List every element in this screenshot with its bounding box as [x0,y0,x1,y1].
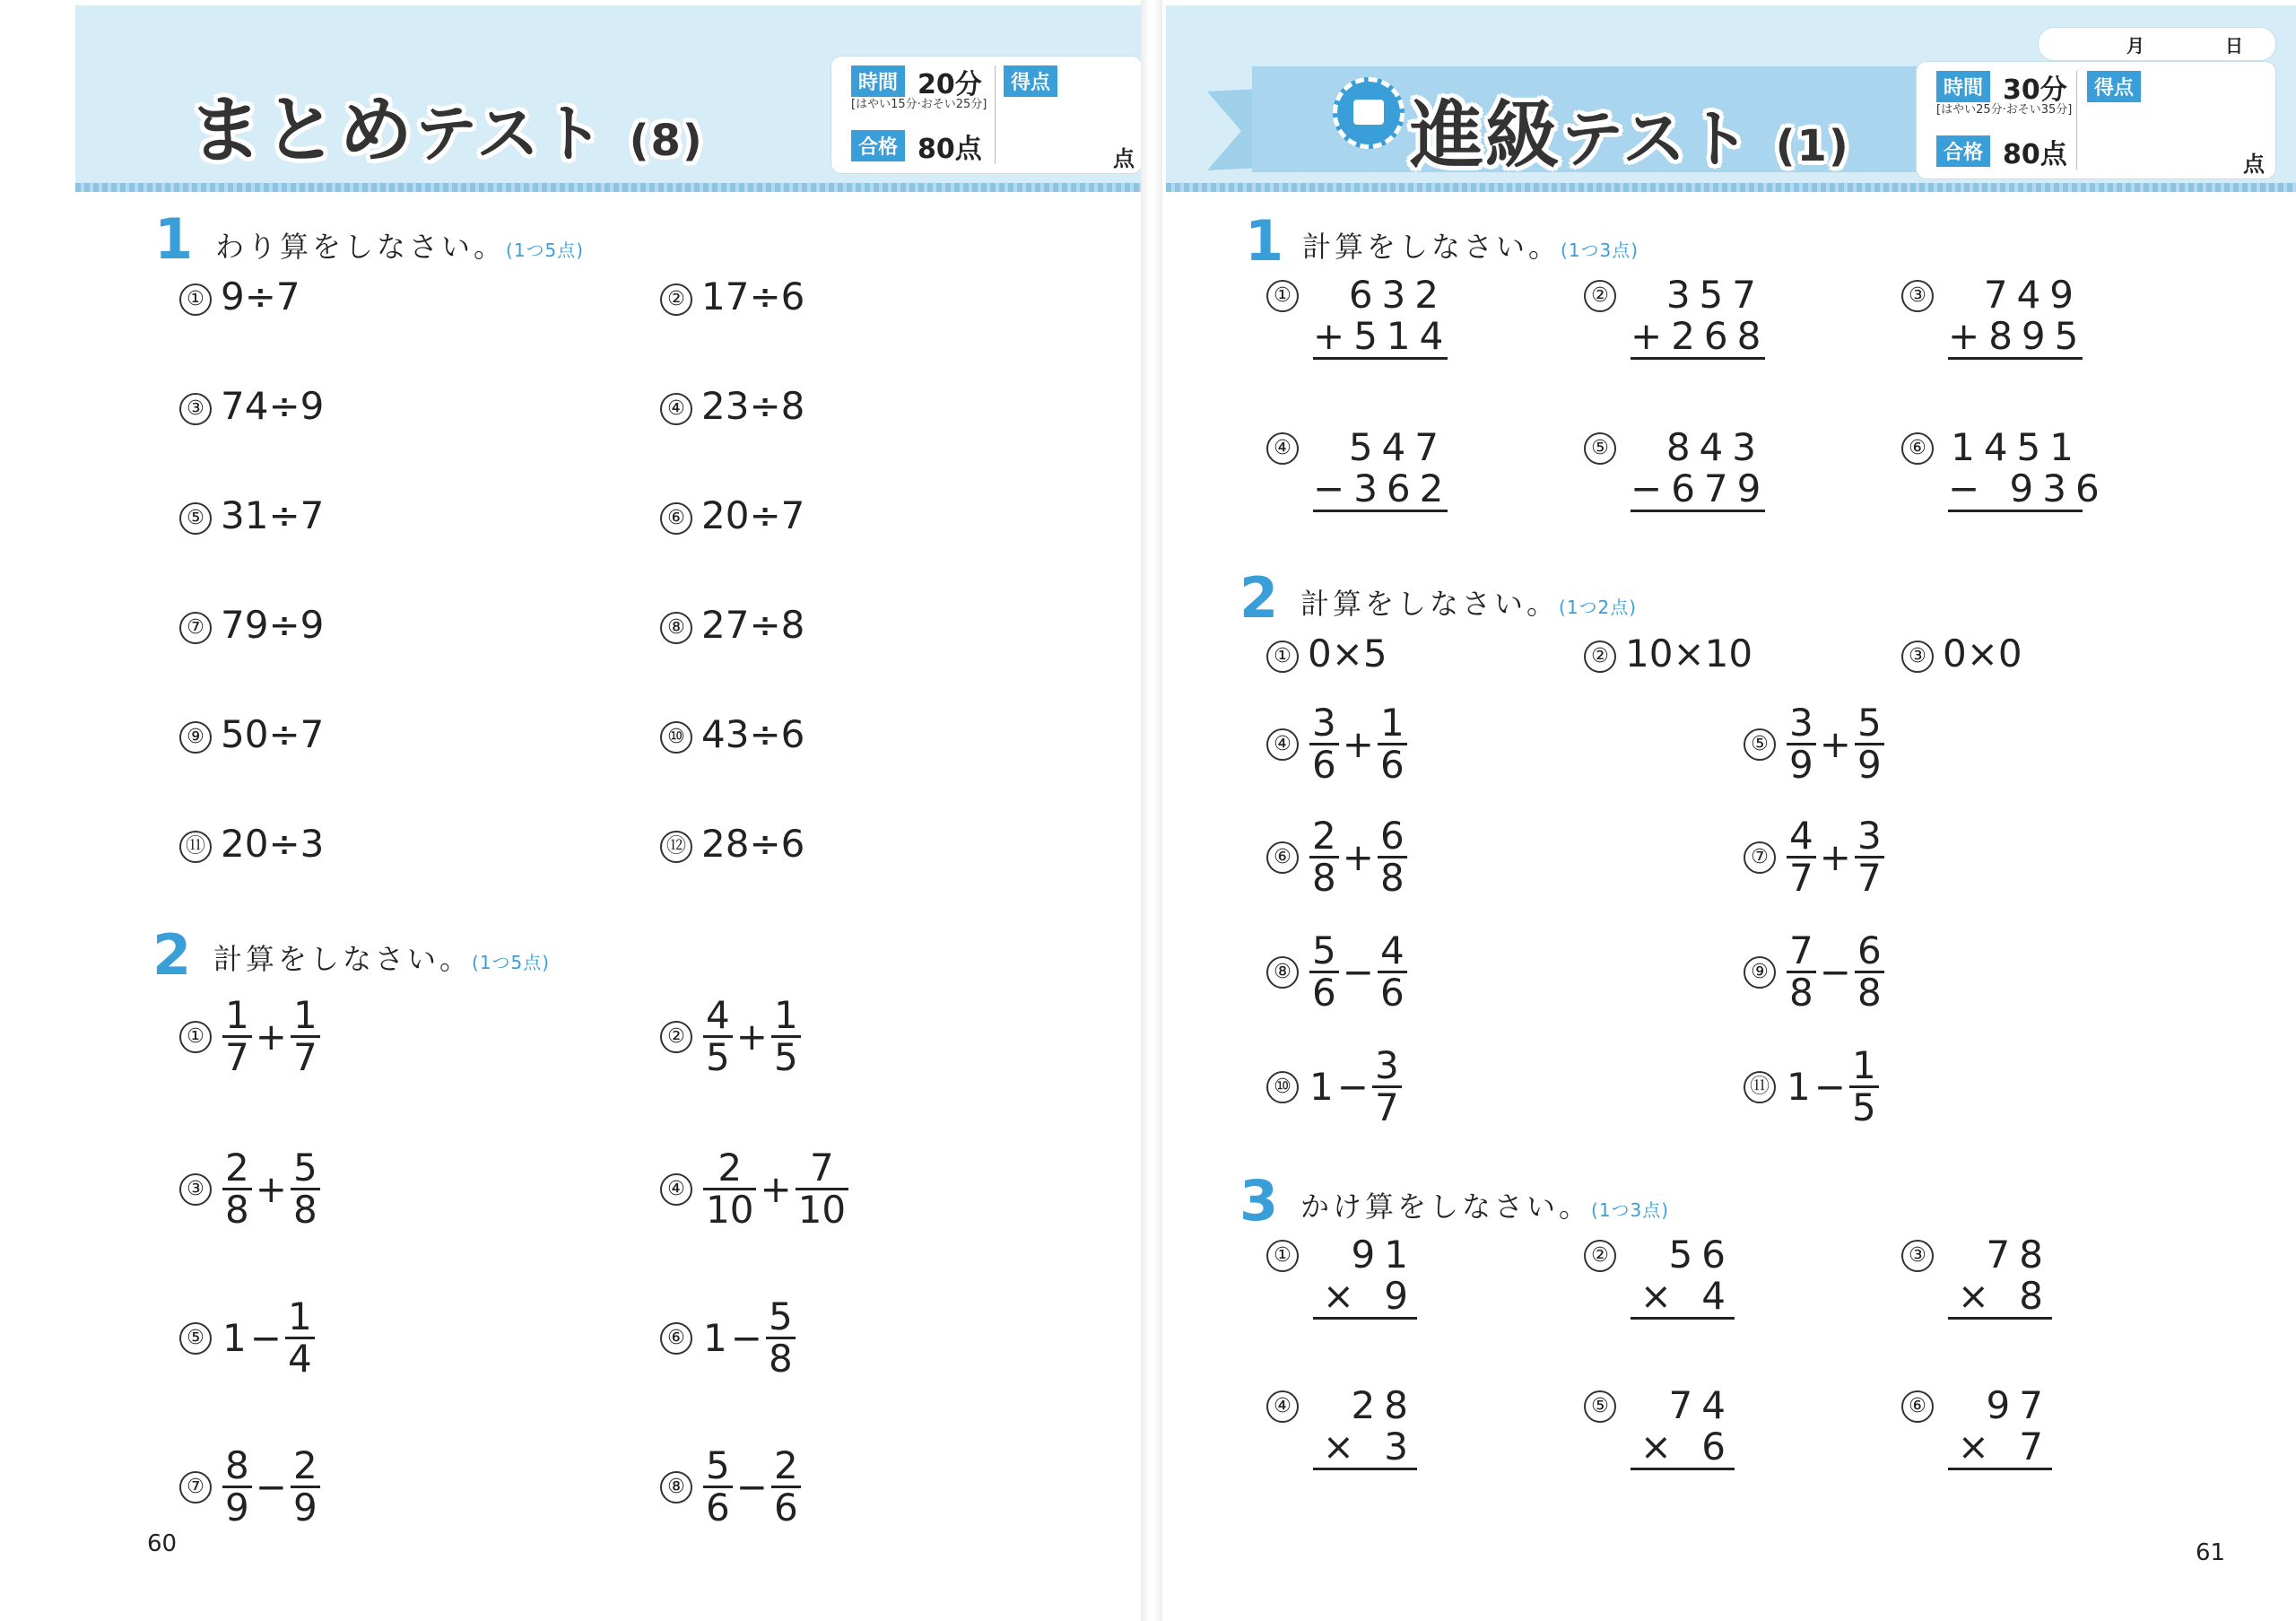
problem [179,1443,322,1529]
title-a: 進級 [1410,93,1561,179]
column-stack [1631,1385,1735,1470]
problem-number: ⑦ [179,612,212,644]
problem-number: ② [1584,641,1616,673]
denominator: 7 [1857,856,1882,900]
fraction-a [703,993,733,1079]
numerator: 2 [703,1148,756,1190]
problem-number: ① [179,283,212,316]
problem-number: ① [1266,1240,1299,1272]
fraction-b [766,1294,796,1381]
denominator: 8 [292,1188,317,1232]
numerator: 7 [1787,931,1816,973]
numerator: 5 [766,1297,796,1339]
numerator: 5 [1855,703,1884,745]
problem-number: ④ [1266,1390,1299,1423]
fraction-a [1309,703,1339,785]
fraction-b [771,993,801,1079]
problem-number: ⑤ [1584,432,1616,465]
problem-number: ⑤ [1584,1390,1616,1423]
section-1-points: (1つ5点) [506,240,585,261]
numerator: 1 [285,1297,315,1339]
problem [1266,632,1387,675]
bottom-number: +268 [1631,314,1770,358]
top-number: 632 [1348,273,1448,317]
problem-expression: 43÷6 [701,712,805,756]
column-stack [1948,1385,2052,1470]
right-page [1162,0,2296,1621]
column-stack [1631,425,1770,512]
section-3-number: 3 [1239,1168,1279,1233]
score-unit: 点 [2243,152,2265,177]
top-number: 74 [1668,1383,1735,1427]
problem-expression: 10×10 [1625,632,1753,675]
problem-expression: 28÷6 [701,822,805,866]
column-problem [1266,1385,1417,1470]
problem-expression: 74÷9 [221,384,325,428]
denominator: 8 [1379,856,1405,900]
pass-value: 80点 [2003,139,2067,170]
denominator: 7 [1374,1085,1399,1129]
numerator: 8 [222,1446,252,1488]
day-label: 日 [2225,35,2243,57]
problem-expression: 79÷9 [221,603,325,647]
top-number: 78 [1986,1233,2052,1277]
left-page [0,0,1141,1621]
bottom-number: × 3 [1313,1426,1417,1470]
numerator: 4 [1787,816,1816,858]
denominator: 10 [797,1188,847,1232]
month-label: 月 [2126,35,2144,57]
title-a: まとめ [188,88,415,173]
bottom-number: × 4 [1631,1276,1735,1320]
problem-number: ① [1266,280,1299,312]
denominator: 7 [1789,856,1813,900]
column-problem [1266,425,1453,512]
numerator: 2 [291,1446,320,1488]
problem-number: ② [660,1021,692,1053]
column-problem [1901,1234,2052,1320]
problem-number: ① [179,1021,212,1053]
numerator: 1 [1849,1046,1879,1088]
section-1-points: (1つ3点) [1561,240,1639,261]
column-stack [1631,273,1770,360]
denominator: 6 [1379,743,1405,787]
fraction-b [1378,703,1407,785]
time-note: [はやい25分·おそい35分] [1936,103,2073,117]
problem-number: ⑩ [1266,1071,1299,1103]
numerator: 6 [1378,816,1407,858]
problem [660,993,803,1079]
problem [179,1148,322,1230]
numerator: 2 [222,1148,252,1190]
problem [660,1148,850,1230]
date-field[interactable] [2038,27,2276,61]
column-problem [1901,425,2109,512]
section-1-text: わり算をしなさい。 [215,230,507,264]
problem [660,493,804,537]
problem-expression: 20÷3 [221,822,325,866]
denominator: 10 [706,1188,754,1232]
whole-number: 1 [703,1316,727,1360]
section-2-title [1300,581,1637,623]
problem-number: ② [1584,1240,1616,1272]
problem [1266,928,1409,1015]
top-number: 97 [1986,1383,2052,1427]
time-value: 20分 [918,69,982,100]
denominator: 8 [225,1188,249,1232]
bottom-number: × 6 [1631,1426,1735,1470]
medal-icon [1333,77,1405,149]
fraction-a [222,1443,252,1529]
numerator: 3 [1372,1046,1402,1088]
problem-number: ⑤ [1744,728,1776,761]
numerator: 1 [771,996,801,1038]
problem-number: ⑥ [660,502,692,535]
operator: − [730,1316,762,1360]
fraction-b [1855,703,1884,785]
fraction-a [1787,928,1816,1015]
numerator: 4 [703,996,733,1038]
operator: + [255,1167,287,1211]
problem-expression: 20÷7 [701,493,805,537]
bottom-number: +514 [1313,314,1453,358]
problem-number: ② [1584,280,1616,312]
numerator: 1 [291,996,320,1038]
problem [1266,703,1409,785]
page-number: 61 [2196,1539,2226,1566]
denominator: 9 [1789,743,1813,787]
fraction-a [1787,816,1816,898]
denominator: 6 [773,1486,798,1529]
section-1-number: 1 [1245,208,1284,274]
denominator: 7 [225,1035,249,1079]
problem-number: ③ [1901,280,1934,312]
problem-expression: 0×0 [1943,632,2022,675]
operator: − [1813,1065,1846,1109]
time-label: 時間 [851,65,905,97]
problem [1744,703,1886,785]
column-stack [1948,1234,2052,1320]
problem [179,384,324,428]
fraction-b [285,1294,315,1381]
operator: + [760,1167,792,1211]
problem [660,1294,797,1381]
column-stack [1313,273,1453,360]
operator: + [735,1015,768,1059]
section-2-text: 計算をしなさい。 [213,942,473,976]
denominator: 4 [287,1337,312,1381]
problem-number: ⑥ [1266,841,1299,874]
fraction-b [771,1443,801,1529]
operator: + [1342,835,1374,879]
problem-expression: 31÷7 [221,493,325,537]
denominator: 7 [292,1035,317,1079]
section-2-text: 計算をしなさい。 [1300,587,1560,621]
problem-number: ⑤ [179,1322,212,1355]
problem [1266,816,1409,898]
denominator: 6 [1379,971,1405,1015]
operator: − [249,1316,282,1360]
numerator: 2 [1309,816,1339,858]
column-stack [1948,273,2088,360]
problem-number: ⑪ [1744,1071,1776,1103]
numerator: 3 [1787,703,1816,745]
problem-number: ④ [1266,728,1299,761]
section-3-title [1300,1184,1669,1225]
fraction-a [1309,816,1339,898]
section-2-points: (1つ5点) [472,952,551,973]
numerator: 1 [222,996,252,1038]
problem-number: ④ [660,1173,692,1206]
fraction-a [222,993,252,1079]
operator: − [1336,1065,1369,1109]
fraction-b [1849,1043,1879,1129]
problem-number: ③ [179,1173,212,1206]
problem-number: ④ [660,393,692,425]
problem [1744,816,1886,898]
problem-number: ⑦ [179,1471,212,1503]
problem [179,493,324,537]
problem [179,993,322,1079]
title-b: テスト [1561,102,1752,176]
problem-number: ⑫ [660,831,692,863]
info-box [831,56,1141,174]
problem-number: ⑧ [1266,956,1299,989]
problem [660,384,804,428]
numerator: 3 [1855,816,1884,858]
bottom-number: × 9 [1313,1276,1417,1320]
problem [1744,1043,1881,1129]
fraction-a [222,1148,252,1230]
problem [660,603,804,647]
score-label: 得点 [1004,65,1057,97]
problem-number: ④ [1266,432,1299,465]
denominator: 8 [1857,971,1882,1015]
column-problem [1266,1234,1417,1320]
fraction-b [1378,816,1407,898]
title-b: テスト [414,97,606,170]
problem-expression: 23÷8 [701,384,805,428]
problem-number: ⑦ [1744,841,1776,874]
bottom-number: × 7 [1948,1426,2052,1470]
column-problem [1901,273,2088,360]
numerator: 3 [1309,703,1339,745]
problem [660,822,804,866]
section-1-text: 計算をしなさい。 [1302,230,1561,264]
denominator: 8 [1312,856,1336,900]
fraction-b [1855,928,1884,1015]
numerator: 5 [703,1446,733,1488]
fraction-b [291,993,320,1079]
top-number: 843 [1665,425,1765,469]
pass-value: 80点 [918,134,982,165]
top-number: 91 [1351,1233,1417,1277]
column-stack [1313,1234,1417,1320]
problem-number: ① [1266,641,1299,673]
column-problem [1266,273,1453,360]
numerator: 2 [771,1446,801,1488]
section-2-number: 2 [1239,565,1279,631]
bottom-number: −679 [1631,466,1770,510]
title-number: (8) [629,116,704,166]
section-3-points: (1つ3点) [1591,1199,1670,1221]
problem [179,822,324,866]
problem-number: ③ [179,393,212,425]
box-divider [995,65,996,164]
fraction-b [291,1148,320,1230]
banner-edge [75,183,1141,192]
page-number: 60 [147,1530,178,1557]
bottom-number: × 8 [1948,1276,2052,1320]
top-number: 28 [1351,1383,1417,1427]
problem [1901,632,2022,675]
whole-number: 1 [1787,1065,1811,1109]
problem-number: ⑧ [660,1471,692,1503]
column-problem [1584,1234,1735,1320]
bottom-number: − 936 [1948,466,2109,510]
page-title [188,72,704,177]
numerator: 5 [1309,931,1339,973]
operator: + [1342,722,1374,766]
denominator: 9 [292,1486,317,1529]
problem-expression: 0×5 [1308,632,1387,675]
column-problem [1584,425,1770,512]
operator: − [1819,950,1851,994]
fraction-b [1378,928,1407,1015]
top-number: 749 [1983,273,2083,317]
problem-number: ⑥ [1901,1390,1934,1423]
problem-expression: 9÷7 [221,275,300,318]
time-label: 時間 [1936,71,1990,102]
column-stack [1313,1385,1417,1470]
problem-number: ⑥ [1901,432,1934,465]
whole-number: 1 [1309,1065,1334,1109]
problem-number: ⑨ [179,721,212,754]
book-gutter [1141,0,1162,1621]
operator: + [1819,722,1851,766]
problem [179,275,300,318]
denominator: 5 [773,1035,798,1079]
bottom-number: −362 [1313,466,1453,510]
section-1-title [1302,224,1639,266]
denominator: 6 [706,1486,730,1529]
score-label: 得点 [2087,71,2141,102]
fraction-a [703,1148,756,1230]
fraction-a [1787,703,1816,785]
title-number: (1) [1775,121,1850,171]
section-2-points: (1つ2点) [1559,597,1638,618]
operator: + [255,1015,287,1059]
problem-number: ⑨ [1744,956,1776,989]
problem [1744,928,1886,1015]
section-2-title [213,937,550,978]
denominator: 8 [1789,971,1813,1015]
numerator: 5 [291,1148,320,1190]
problem [1266,1043,1404,1129]
problem-number: ③ [1901,1240,1934,1272]
operator: − [735,1465,768,1509]
box-divider [2076,71,2077,170]
fraction-a [1309,928,1339,1015]
page-title [1410,77,1850,182]
numerator: 4 [1378,931,1407,973]
problem-expression: 17÷6 [701,275,805,318]
section-3-text: かけ算をしなさい。 [1300,1190,1592,1224]
top-number: 56 [1668,1233,1735,1277]
problem [660,1443,803,1529]
operator: − [1342,950,1374,994]
column-problem [1901,1385,2052,1470]
problem-number: ⑪ [179,831,212,863]
column-stack [1948,425,2109,512]
fraction-b [291,1443,320,1529]
pass-label: 合格 [851,130,905,161]
problem [179,712,324,756]
top-number: 357 [1665,273,1765,317]
problem-number: ⑤ [179,502,212,535]
problem-number: ② [660,283,692,316]
operator: − [255,1465,287,1509]
column-stack [1631,1234,1735,1320]
column-stack [1313,425,1453,512]
problem [660,275,804,318]
denominator: 5 [1851,1085,1876,1129]
problem-number: ⑧ [660,612,692,644]
problem-number: ⑥ [660,1322,692,1355]
denominator: 6 [1312,971,1336,1015]
denominator: 8 [768,1337,793,1381]
denominator: 5 [706,1035,730,1079]
problem [179,603,324,647]
section-2-number: 2 [152,922,192,988]
problem [660,712,804,756]
denominator: 9 [1857,743,1882,787]
numerator: 7 [796,1148,848,1190]
problem-number: ③ [1901,641,1934,673]
bottom-number: +895 [1948,314,2088,358]
fraction-b [1372,1043,1402,1129]
top-number: 547 [1348,425,1448,469]
problem-expression: 27÷8 [701,603,805,647]
time-note: [はやい15分·おそい25分] [851,98,987,111]
column-problem [1584,1385,1735,1470]
fraction-a [703,1443,733,1529]
denominator: 6 [1312,743,1336,787]
fraction-b [796,1148,848,1230]
problem-number: ⑩ [660,721,692,754]
whole-number: 1 [222,1316,247,1360]
fraction-b [1855,816,1884,898]
problem-expression: 50÷7 [221,712,325,756]
operator: + [1819,835,1851,879]
top-number: 1451 [1951,425,2083,469]
pass-label: 合格 [1936,135,1990,167]
column-problem [1584,273,1770,360]
time-value: 30分 [2003,74,2067,106]
info-box [1916,61,2276,179]
problem [1584,632,1752,675]
problem [179,1294,317,1381]
numerator: 1 [1378,703,1407,745]
score-unit: 点 [1113,146,1135,171]
section-1-title [215,224,584,266]
numerator: 6 [1855,931,1884,973]
denominator: 9 [225,1486,249,1529]
section-1-number: 1 [154,206,194,272]
